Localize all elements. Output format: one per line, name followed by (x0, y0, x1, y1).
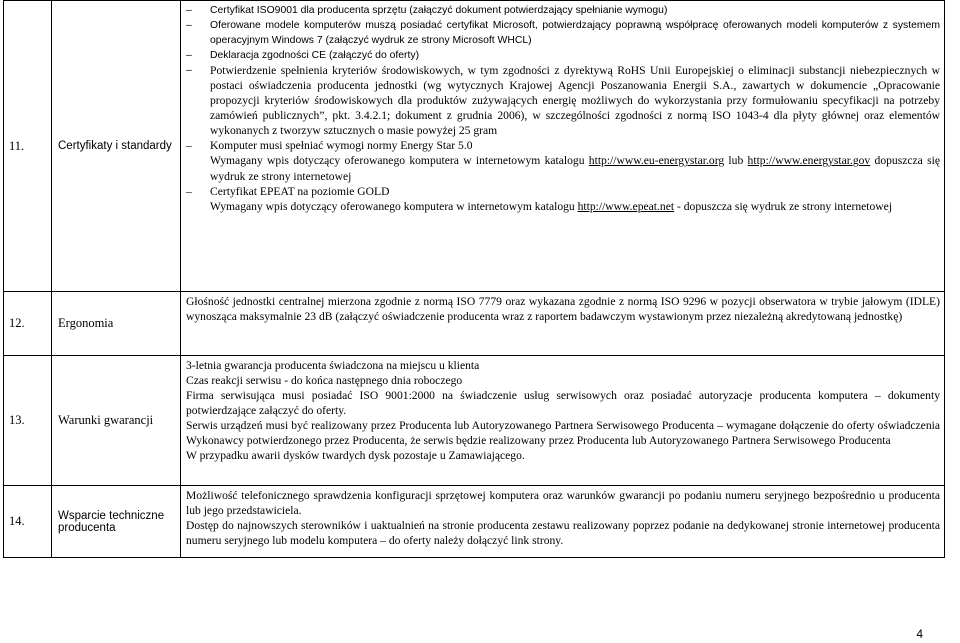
row-number: 11. (4, 1, 52, 292)
table-row (4, 356, 945, 486)
row-category: Wsparcie techniczne producenta (52, 486, 181, 558)
list-item: – Certyfikat ISO9001 dla producenta sprzętu (załączyć dokument potwierdzający spełnianie wymogu) (186, 5, 668, 16)
row-category: Warunki gwarancji (52, 356, 181, 486)
paragraph: Serwis urządzeń musi być realizowany przez Producenta lub Autoryzowanego Partnera Serwisowego Producenta – wymagane dołączenie do oferty oświadczenia Wykonawcy potwierdzonego przez Producenta, że serwis będzie realizowany przez Producenta lub Autoryzowanego Partnera Serwisowego Producenta (186, 419, 940, 448)
table-row (4, 486, 945, 558)
paragraph: Firma serwisująca musi posiadać ISO 9001:2000 na świadczenie usług serwisowych oraz posiadać autoryzacje producenta komputera – dokumenty potwierdzające załączyć do oferty. (186, 389, 940, 418)
epeat-note: Wymagany wpis dotyczący oferowanego komputera w internetowym katalogu http://www.epeat.net - dopuszcza się wydruk ze strony internetowej (210, 199, 893, 213)
list-item: – Oferowane modele komputerów muszą posiadać certyfikat Microsoft, potwierdzający poprawną współpracę oferowanych modeli komputerów z systemem operacyjnym Windows 7 (załączyć wydruk ze strony Microsoft WHCL) (186, 20, 940, 47)
row-category: Certyfikaty i standardy (52, 1, 181, 292)
row-category: Ergonomia (52, 292, 181, 356)
paragraph: W przypadku awarii dysków twardych dysk pozostaje u Zamawiającego. (186, 449, 525, 463)
table-row (4, 292, 945, 356)
list-item: – Deklaracja zgodności CE (załączyć do oferty) (186, 50, 420, 62)
page-number: 4 (916, 627, 923, 641)
paragraph: Możliwość telefonicznego sprawdzenia konfiguracji sprzętowej komputera oraz warunków gwarancji po podaniu numeru seryjnego bezpośrednio u producenta lub jego przedstawiciela. (186, 489, 940, 518)
row-content (181, 356, 945, 486)
list-item: – Potwierdzenie spełnienia kryteriów środowiskowych, w tym zgodności z dyrektywą RoHS Unii Europejskiej o eliminacji substancji niebezpiecznych w postaci oświadczenia producenta jednostki (wg wytycznych Krajowej Agencji Poszanowania Energii S.A., zawartych w dokumencie „Opracowanie propozycji kryteriów środowiskowych dla produktów zużywających energię możliwych do wykorzystania przy formułowaniu specyfikacji na potrzeby zamówień publicznych”, pkt. 3.4.2.1; dokument z grudnia 2006), w szczególności zgodności z normą ISO 1043-4 dla płyty głównej oraz elementów wykonanych z tworzyw sztucznych o masie powyżej 25 gram (186, 64, 940, 138)
row-content (181, 486, 945, 558)
paragraph: 3-letnia gwarancja producenta świadczona na miejscu u klienta (186, 359, 480, 372)
epeat-link[interactable]: http://www.epeat.net (577, 199, 675, 213)
table-row (4, 1, 945, 292)
list-item: – Certyfikat EPEAT na poziomie GOLD (186, 184, 390, 198)
row-number: 12. (4, 292, 52, 356)
energystar-link[interactable]: http://www.energystar.gov (747, 154, 871, 168)
row-number: 13. (4, 356, 52, 486)
row-content: Głośność jednostki centralnej mierzona zgodnie z normą ISO 7779 oraz wykazana zgodnie z normą ISO 9296 w pozycji obserwatora w trybie jałowym (IDLE) wynosząca maksymalnie 23 dB (załączyć oświadczenie producenta wraz z raportem badawczym wystawionym przez niezależną akredytowaną jednostkę) (181, 292, 945, 356)
eu-energystar-link[interactable]: http://www.eu-energystar.org (588, 154, 725, 168)
paragraph: Czas reakcji serwisu - do końca następnego dnia roboczego (186, 374, 463, 388)
list-item: – Komputer musi spełniać wymogi normy Energy Star 5.0 (186, 139, 473, 153)
row-content (181, 1, 945, 292)
paragraph: Dostęp do najnowszych sterowników i uaktualnień na stronie producenta zestawu realizowany poprzez podanie na dedykowanej stronie internetowej producenta numeru seryjnego lub modelu komputera – do oferty należy dołączyć link strony. (186, 519, 940, 548)
specification-table (3, 0, 945, 558)
energy-star-note: Wymagany wpis dotyczący oferowanego komputera w internetowym katalogu http://www.eu-energystar.org lub http://www.energystar.gov dopuszcza się wydruk ze strony internetowej (210, 154, 940, 183)
row-number: 14. (4, 486, 52, 558)
